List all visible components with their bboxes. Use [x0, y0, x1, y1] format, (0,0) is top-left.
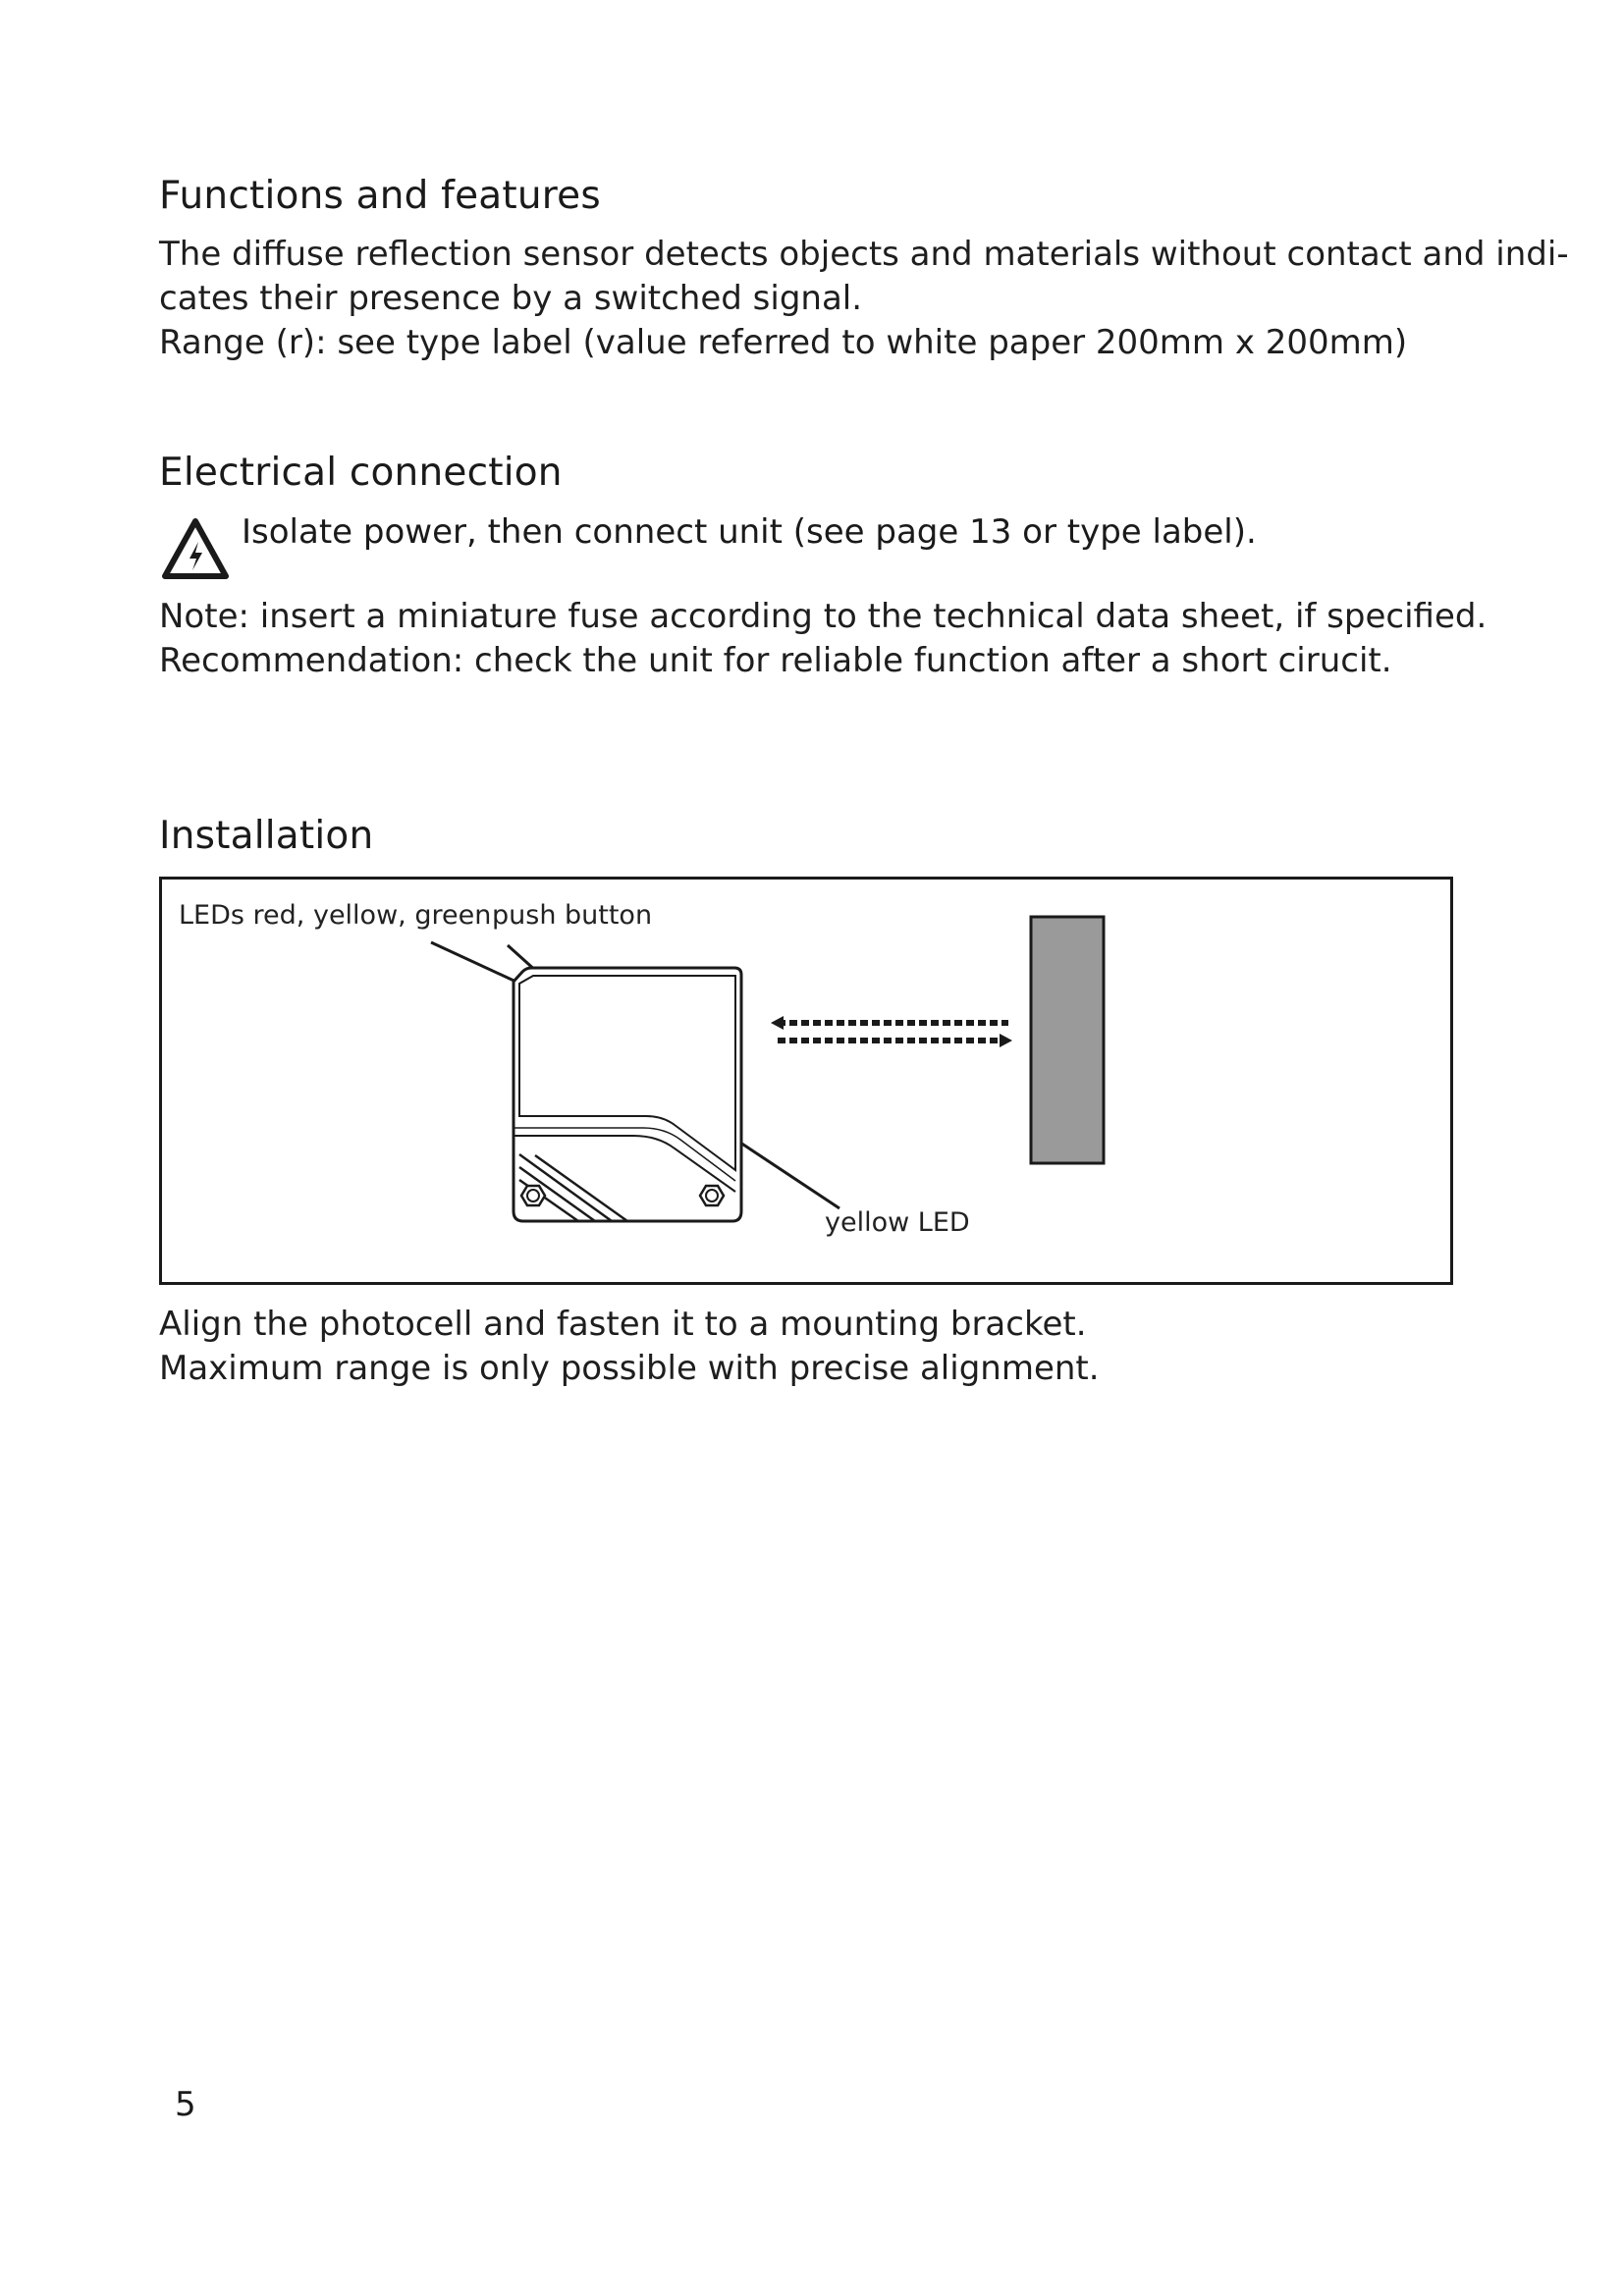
- beam-arrows: [771, 1016, 1012, 1047]
- installation-line-1: Align the photocell and fasten it to a mounting bracket.: [159, 1305, 1087, 1344]
- installation-paragraph: [159, 1303, 1100, 1391]
- mounting-nut-left: [521, 1186, 545, 1205]
- sensor-housing: [514, 968, 741, 1221]
- arrow-right-head: [1000, 1034, 1012, 1047]
- recommendation-note: Recommendation: check the unit for reliable function after a short cirucit.: [159, 641, 1392, 680]
- yellow-led-leader-line: [734, 1139, 839, 1208]
- installation-heading: Installation: [159, 814, 374, 858]
- installation-figure: [159, 877, 1453, 1285]
- push-button-label: push button: [492, 900, 653, 931]
- page-number: 5: [175, 2085, 196, 2124]
- leds-label: LEDs red, yellow, green: [179, 900, 492, 931]
- warning-text: Isolate power, then connect unit (see page 13 or type label).: [242, 512, 1257, 552]
- leds-leader-line: [431, 942, 522, 985]
- sensor-diagram: [162, 880, 1450, 1282]
- arrow-left-head: [771, 1016, 784, 1030]
- warning-row: [159, 510, 1455, 579]
- functions-line-3: Range (r): see type label (value referred to white paper 200mm x 200mm): [159, 323, 1408, 362]
- mounting-nut-right: [700, 1186, 724, 1205]
- functions-line-2: cates their presence by a switched signal.: [159, 279, 863, 318]
- electrical-notes: [159, 595, 1487, 683]
- target-object: [1031, 917, 1104, 1163]
- electrical-heading: Electrical connection: [159, 451, 563, 495]
- functions-line-1: The diffuse reflection sensor detects objects and materials without contact and indi-: [159, 235, 1569, 274]
- fuse-note: Note: insert a miniature fuse according to the technical data sheet, if specified.: [159, 597, 1488, 636]
- installation-line-2: Maximum range is only possible with precise alignment.: [159, 1349, 1100, 1388]
- electrical-hazard-warning-icon: [162, 518, 229, 579]
- functions-paragraph: [159, 233, 1569, 365]
- yellow-led-label: yellow LED: [825, 1207, 970, 1238]
- functions-heading: Functions and features: [159, 174, 601, 218]
